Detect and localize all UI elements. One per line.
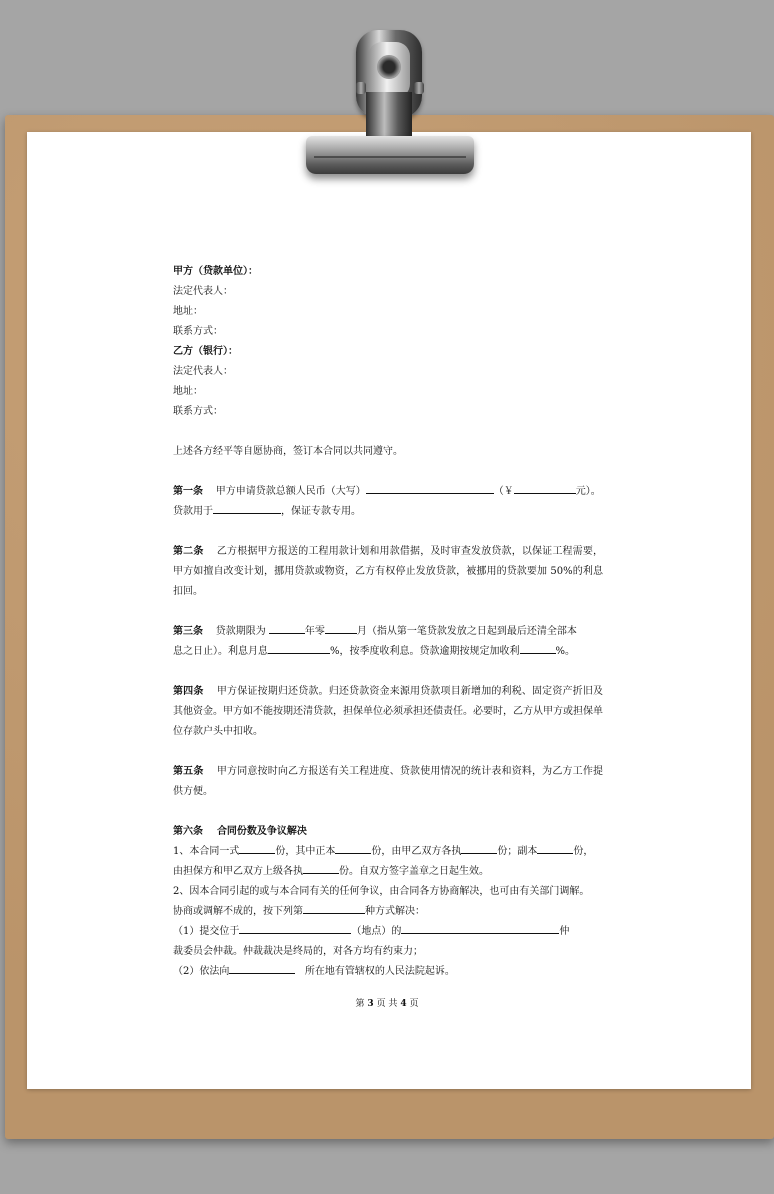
article-4-text: 甲方保证按期归还贷款。归还贷款资金来源用贷款项目新增加的利税、固定资产折旧及其他资金。甲方如不能按期还清贷款，担保单位必须承担还债责任。必要时，乙方从甲方或担保单位存款户头中扣收。	[173, 686, 604, 737]
article-6-text-7a: （2）依法向	[173, 966, 230, 977]
party-b-title: 乙方（银行）：	[173, 346, 238, 357]
article-1-line-1	[173, 482, 603, 502]
copies-total-blank[interactable]	[239, 842, 275, 854]
footer-suffix: 页	[409, 999, 419, 1009]
article-1-text-b: （￥	[493, 486, 514, 497]
article-3-text-f: %。	[555, 646, 576, 657]
monthly-interest-blank[interactable]	[268, 642, 330, 654]
loan-months-blank[interactable]	[325, 622, 357, 634]
loan-purpose-blank[interactable]	[213, 502, 281, 514]
article-6-text-5b: （地点）的	[351, 926, 402, 937]
current-page-number: 3	[367, 999, 374, 1009]
article-3-line-2	[173, 642, 603, 662]
clip-neck	[366, 92, 412, 138]
article-6-line-2	[173, 862, 603, 882]
arbitration-commission-blank[interactable]	[401, 922, 559, 934]
article-6-title: 第六条	[173, 826, 203, 837]
overdue-interest-blank[interactable]	[520, 642, 556, 654]
article-6-text-5a: （1）提交位于	[173, 926, 240, 937]
article-2	[173, 542, 603, 602]
loan-amount-words-blank[interactable]	[366, 482, 494, 494]
party-a-representative: 法定代表人：	[173, 286, 233, 297]
court-location-blank[interactable]	[229, 962, 295, 974]
clip-plate-edge	[314, 156, 466, 158]
article-6-text-5c: 仲	[559, 926, 570, 937]
article-3-text-d: 息之日止）。利息月息	[173, 646, 268, 657]
article-6-text-2a: 由担保方和甲乙双方上级各执	[173, 866, 303, 877]
party-a-title: 甲方（贷款单位）：	[173, 266, 258, 277]
article-2-text: 乙方根据甲方报送的工程用款计划和用款借据，及时审查发放贷款，以保证工程需要，甲方如擅自改变计划，挪用贷款或物资，乙方有权停止发放贷款，被挪用的贷款要加 50%的利息扣回。	[173, 546, 604, 597]
article-6-line-7	[173, 962, 603, 982]
article-3-text-b: 年零	[304, 626, 325, 637]
originals-each-blank[interactable]	[461, 842, 497, 854]
article-6-line-5	[173, 922, 603, 942]
contract-body	[173, 262, 603, 982]
binder-clip-icon	[306, 136, 474, 174]
party-b-address: 地址：	[173, 386, 203, 397]
party-b-contact: 联系方式：	[173, 406, 223, 417]
article-6-text-7b: 所在地有管辖权的人民法院起诉。	[304, 966, 455, 977]
article-6-text-4b: 种方式解决：	[365, 906, 425, 917]
dispute-method-blank[interactable]	[303, 902, 365, 914]
article-6-line-4	[173, 902, 603, 922]
article-1-text-e: ，保证专款专用。	[281, 506, 361, 517]
article-6-heading	[173, 822, 603, 842]
article-6-text-2b: 份。自双方签字盖章之日起生效。	[339, 866, 489, 877]
article-1-text-d: 贷款用于	[173, 506, 213, 517]
article-3-line-1	[173, 622, 603, 642]
article-1-text-c: 元）。	[575, 486, 601, 497]
article-6-text-1c: 份，由甲乙双方各执	[371, 846, 462, 857]
article-3-title: 第三条	[173, 626, 203, 637]
article-1-line-2	[173, 502, 603, 522]
article-6-text-1e: 份，	[573, 846, 594, 857]
party-b-representative: 法定代表人：	[173, 366, 233, 377]
article-5-text: 甲方同意按时向乙方报送有关工程进度、贷款使用情况的统计表和资料，为乙方工作提供方便。	[173, 766, 604, 797]
article-3-text-e: %，按季度收利息。贷款逾期按规定加收利	[330, 646, 520, 657]
article-3-text-c: 月（指从第一笔贷款发放之日起到最后还清全部本	[356, 626, 577, 637]
intro-text: 上述各方经平等自愿协商，签订本合同以共同遵守。	[173, 446, 403, 457]
duplicates-blank[interactable]	[537, 842, 573, 854]
originals-blank[interactable]	[335, 842, 371, 854]
article-6-text-4a: 协商或调解不成的，按下列第	[173, 906, 303, 917]
article-2-title: 第二条	[173, 546, 204, 557]
article-6-line-3: 2、因本合同引起的或与本合同有关的任何争议，由合同各方协商解决，也可由有关部门调解。	[173, 886, 590, 897]
party-a-contact: 联系方式：	[173, 326, 223, 337]
loan-years-blank[interactable]	[269, 622, 305, 634]
article-6-text-1a: 1、本合同一式	[173, 846, 240, 857]
article-6-line-1	[173, 842, 603, 862]
clip-hole-icon	[377, 55, 401, 79]
article-6-line-6: 裁委员会仲裁。仲裁裁决是终局的，对各方均有约束力；	[173, 946, 423, 957]
clip-hinge-right	[414, 82, 424, 94]
arbitration-location-blank[interactable]	[239, 922, 351, 934]
article-6-subtitle: 合同份数及争议解决	[216, 826, 307, 837]
article-4-title: 第四条	[173, 686, 204, 697]
article-5-title: 第五条	[173, 766, 204, 777]
article-6-text-1d: 份；副本	[497, 846, 538, 857]
footer-mid: 页 共	[376, 999, 398, 1009]
article-4	[173, 682, 603, 742]
article-1-text-a: 甲方申请贷款总额人民币（大写）	[215, 486, 366, 497]
loan-amount-number-blank[interactable]	[514, 482, 576, 494]
page-number-footer	[0, 996, 774, 1009]
party-a-address: 地址：	[173, 306, 203, 317]
duplicates-each-blank[interactable]	[303, 862, 339, 874]
article-6-text-1b: 份，其中正本	[275, 846, 336, 857]
clip-hinge-left	[356, 82, 366, 94]
article-1-title: 第一条	[173, 486, 203, 497]
footer-prefix: 第	[355, 999, 365, 1009]
article-5	[173, 762, 603, 802]
total-page-number: 4	[400, 999, 407, 1009]
article-3-text-a: 贷款期限为	[215, 626, 266, 637]
